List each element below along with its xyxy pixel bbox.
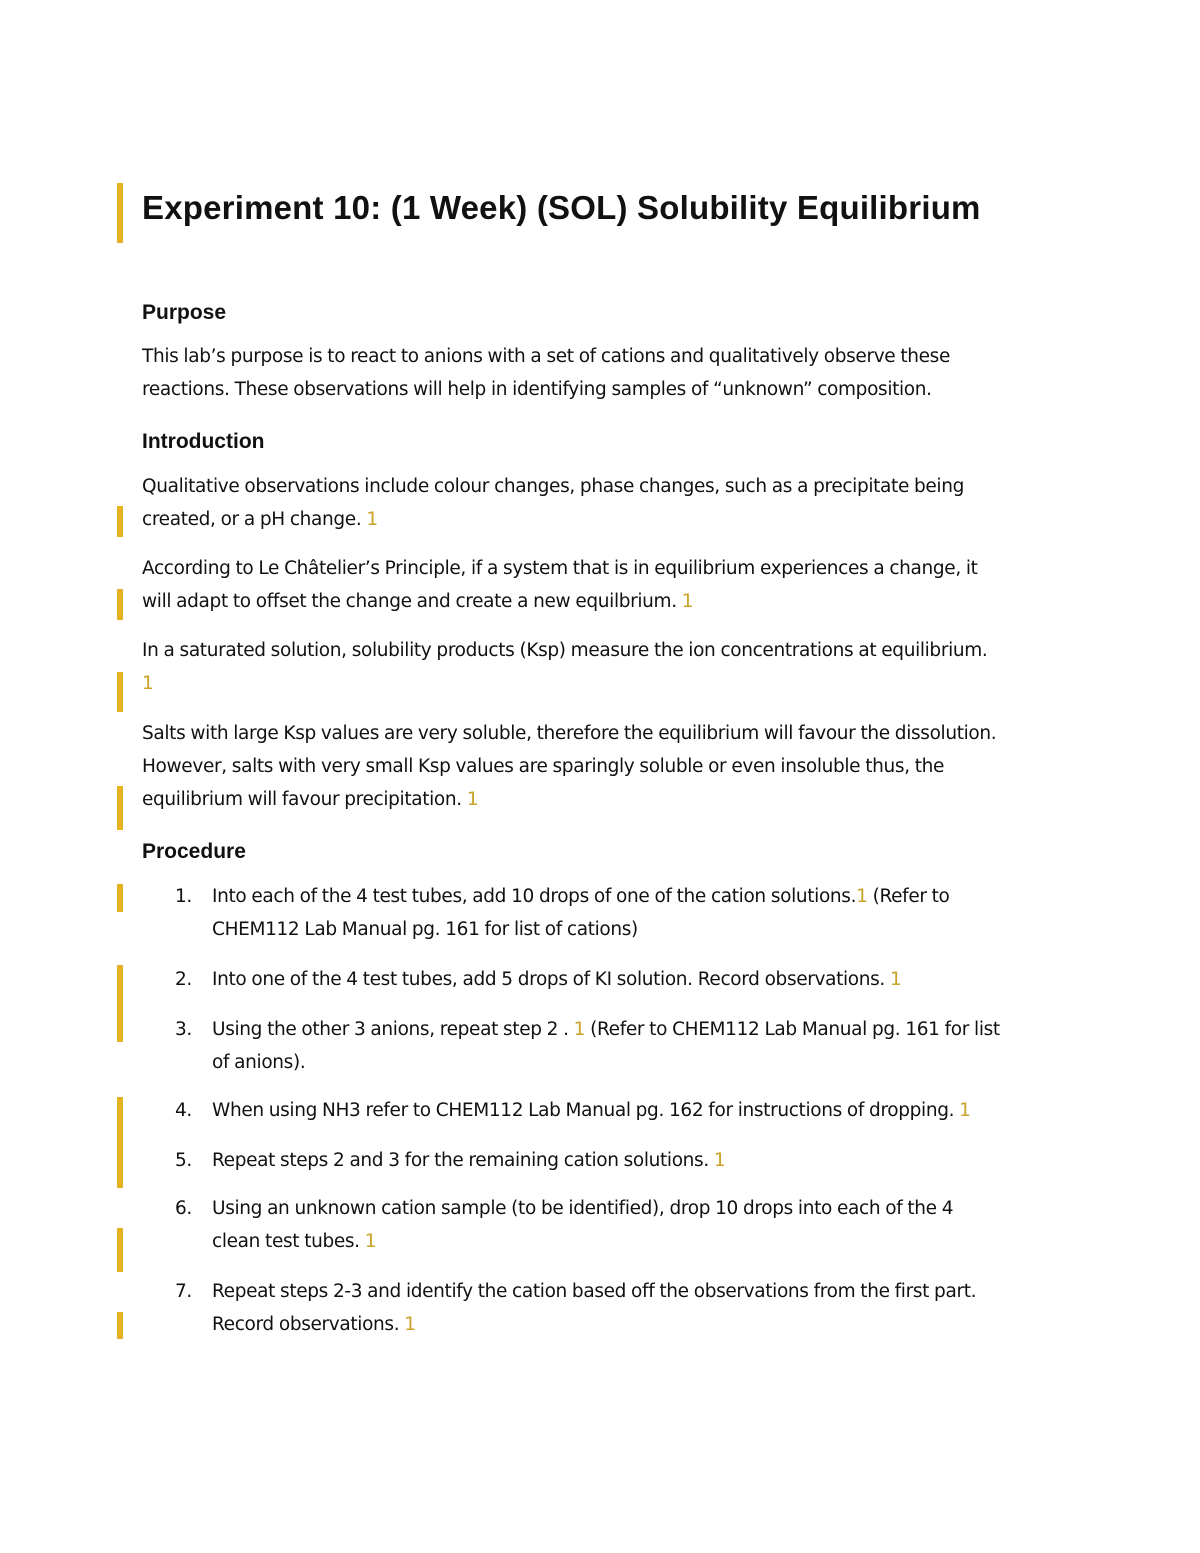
step-body bbox=[212, 1192, 1072, 1258]
intro-text: equilibrium will favour precipitation. bbox=[142, 789, 467, 810]
reference-marker: 1 bbox=[142, 673, 154, 694]
step-number: 2. bbox=[175, 969, 192, 990]
step-number: 7. bbox=[175, 1281, 192, 1302]
step-number: 5. bbox=[175, 1150, 192, 1171]
step-text: Into one of the 4 test tubes, add 5 drops of KI solution. Record observations. bbox=[212, 969, 890, 990]
step-body bbox=[212, 1013, 1072, 1079]
reference-marker: 1 bbox=[959, 1100, 971, 1121]
change-bar bbox=[117, 884, 123, 912]
step-body bbox=[212, 1094, 1072, 1127]
step-number: 6. bbox=[175, 1198, 192, 1219]
step-text: clean test tubes. bbox=[212, 1231, 365, 1252]
intro-paragraph-1 bbox=[142, 470, 1072, 536]
intro-line bbox=[142, 585, 1072, 618]
change-bar bbox=[117, 786, 123, 830]
purpose-line: This lab’s purpose is to react to anions with a set of cations and qualitatively observe these bbox=[142, 346, 951, 367]
change-bar bbox=[117, 589, 123, 620]
step-line bbox=[212, 1144, 1072, 1177]
intro-line: According to Le Châtelier’s Principle, if a system that is in equilibrium experiences a change, it bbox=[142, 558, 978, 579]
reference-marker: 1 bbox=[364, 1231, 377, 1252]
step-text: When using NH3 refer to CHEM112 Lab Manual pg. 162 for instructions of dropping. bbox=[212, 1100, 960, 1121]
change-bar bbox=[117, 1097, 123, 1188]
reference-marker: 1 bbox=[681, 591, 694, 612]
step-line bbox=[212, 1308, 1072, 1341]
change-bar bbox=[117, 1312, 123, 1339]
step-line bbox=[212, 880, 1072, 913]
step-body bbox=[212, 963, 1072, 996]
step-text: Using the other 3 anions, repeat step 2 . bbox=[212, 1019, 574, 1040]
step-line: CHEM112 Lab Manual pg. 161 for list of cations) bbox=[212, 919, 638, 940]
step-body bbox=[212, 880, 1072, 946]
page-title: Experiment 10: (1 Week) (SOL) Solubility Equilibrium bbox=[142, 189, 981, 226]
step-number: 4. bbox=[175, 1100, 192, 1121]
title-accent-bar bbox=[117, 183, 123, 243]
reference-marker: 1 bbox=[366, 509, 378, 530]
step-line bbox=[212, 1013, 1072, 1046]
reference-marker: 1 bbox=[856, 886, 868, 907]
intro-paragraph-3 bbox=[142, 634, 1072, 700]
step-number: 1. bbox=[175, 886, 192, 907]
intro-paragraph-2 bbox=[142, 552, 1072, 618]
change-bar bbox=[117, 1228, 123, 1272]
reference-marker: 1 bbox=[890, 969, 902, 990]
intro-line bbox=[142, 503, 1072, 536]
change-bar bbox=[117, 965, 123, 1042]
intro-text: created, or a pH change. bbox=[142, 509, 367, 530]
step-number: 3. bbox=[175, 1019, 192, 1040]
reference-marker: 1 bbox=[466, 789, 479, 810]
introduction-heading: Introduction bbox=[142, 430, 265, 453]
intro-paragraph-4 bbox=[142, 717, 1072, 816]
step-line: of anions). bbox=[212, 1052, 306, 1073]
intro-line: However, salts with very small Ksp values are sparingly soluble or even insoluble thus, the bbox=[142, 756, 945, 777]
step-text: Repeat steps 2 and 3 for the remaining cation solutions. bbox=[212, 1150, 714, 1171]
step-line bbox=[212, 1094, 1072, 1127]
change-bar bbox=[117, 506, 123, 537]
intro-line bbox=[142, 783, 1072, 816]
step-body bbox=[212, 1144, 1072, 1177]
step-line bbox=[212, 963, 1072, 996]
reference-marker: 1 bbox=[573, 1019, 586, 1040]
reference-marker: 1 bbox=[713, 1150, 726, 1171]
intro-line: In a saturated solution, solubility products (Ksp) measure the ion concentrations at equilibrium. bbox=[142, 640, 988, 661]
procedure-heading: Procedure bbox=[142, 840, 246, 863]
intro-line: Qualitative observations include colour changes, phase changes, such as a precipitate being bbox=[142, 476, 964, 497]
step-body bbox=[212, 1275, 1072, 1341]
change-bar bbox=[117, 672, 123, 712]
step-text: Record observations. bbox=[212, 1314, 405, 1335]
step-line: Repeat steps 2-3 and identify the cation based off the observations from the first part. bbox=[212, 1281, 977, 1302]
step-text: Into each of the 4 test tubes, add 10 drops of one of the cation solutions. bbox=[212, 886, 857, 907]
reference-marker: 1 bbox=[404, 1314, 416, 1335]
step-line: Using an unknown cation sample (to be identified), drop 10 drops into each of the 4 bbox=[212, 1198, 954, 1219]
purpose-line: reactions. These observations will help in identifying samples of “unknown” composition. bbox=[142, 379, 932, 400]
intro-text: will adapt to offset the change and create a new equilbrium. bbox=[142, 591, 682, 612]
step-text: (Refer to CHEM112 Lab Manual pg. 161 for list bbox=[585, 1019, 1000, 1040]
step-text: (Refer to bbox=[867, 886, 950, 907]
purpose-paragraph bbox=[142, 340, 1072, 406]
purpose-heading: Purpose bbox=[142, 301, 227, 324]
step-line bbox=[212, 1225, 1072, 1258]
intro-line: Salts with large Ksp values are very soluble, therefore the equilibrium will favour the dissolution. bbox=[142, 723, 997, 744]
